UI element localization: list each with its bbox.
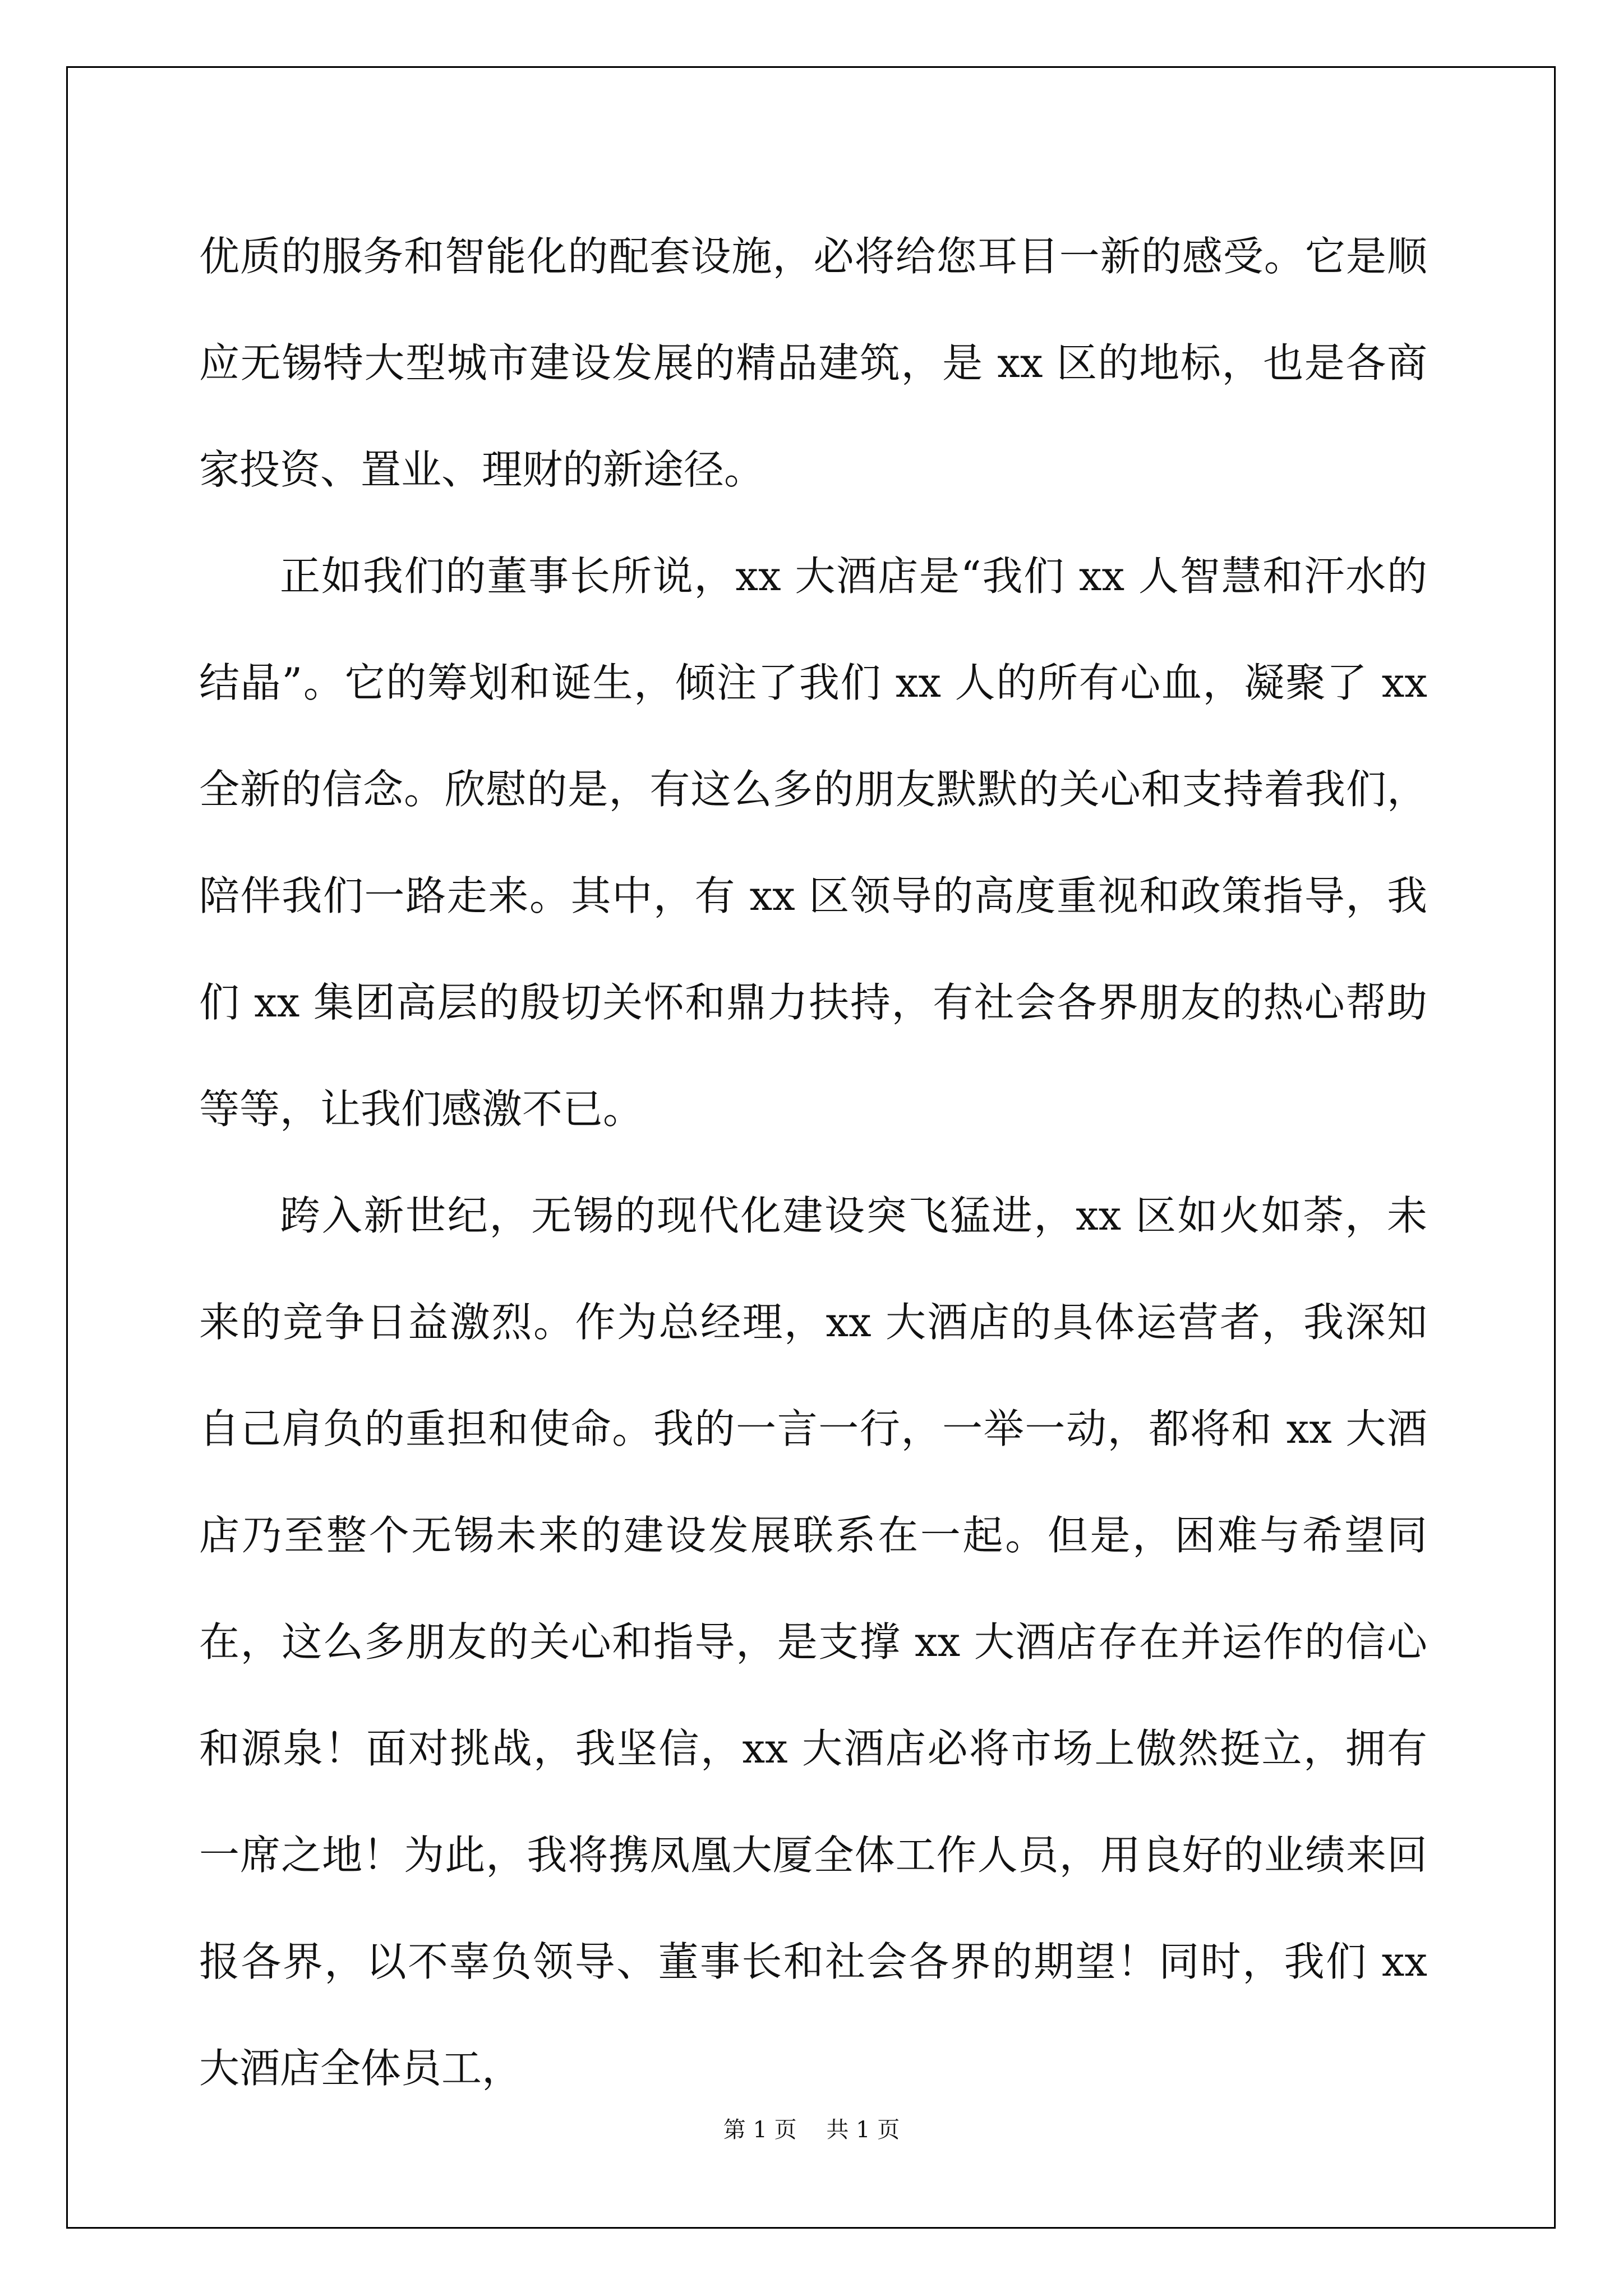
page-number: 第 1 页 — [723, 2117, 797, 2143]
page-total: 共 1 页 — [826, 2117, 900, 2143]
page-footer — [0, 2112, 1623, 2144]
paragraph-2: 正如我们的董事长所说，xx 大酒店是“我们 xx 人智慧和汗水的结晶”。它的筹划和诞生，倾注了我们 xx 人的所有心血，凝聚了 xx 全新的信念。欣慰的是，有这么多的朋友默默的关心和支持着我们，陪伴我们一路走来。其中，有 xx 区领导的高度重视和政策指导，我们 xx 集团高层的殷切关怀和鼎力扶持，有社会各界朋友的热心帮助等等，让我们感激不已。 — [199, 553, 1427, 1133]
paragraph-3: 跨入新世纪，无锡的现代化建设突飞猛进，xx 区如火如荼，未来的竞争日益激烈。作为总经理，xx 大酒店的具体运营者，我深知自己肩负的重担和使命。我的一言一行，一举一动，都将和 xx 大酒店乃至整个无锡未来的建设发展联系在一起。但是，困难与希望同在，这么多朋友的关心和指导，是支撑 xx 大酒店存在并运作的信心和源泉！面对挑战，我坚信，xx 大酒店必将市场上傲然挺立，拥有一席之地！为此，我将携凤凰大厦全体工作人员，用良好的业绩来回报各界，以不辜负领导、董事长和社会各界的期望！同时，我们 xx 大酒店全体员工， — [199, 1192, 1427, 2092]
paragraph-1: 优质的服务和智能化的配套设施，必将给您耳目一新的感受。它是顺应无锡特大型城市建设发展的精品建筑，是 xx 区的地标，也是各商家投资、置业、理财的新途径。 — [199, 233, 1427, 493]
document-body — [199, 203, 1427, 2122]
